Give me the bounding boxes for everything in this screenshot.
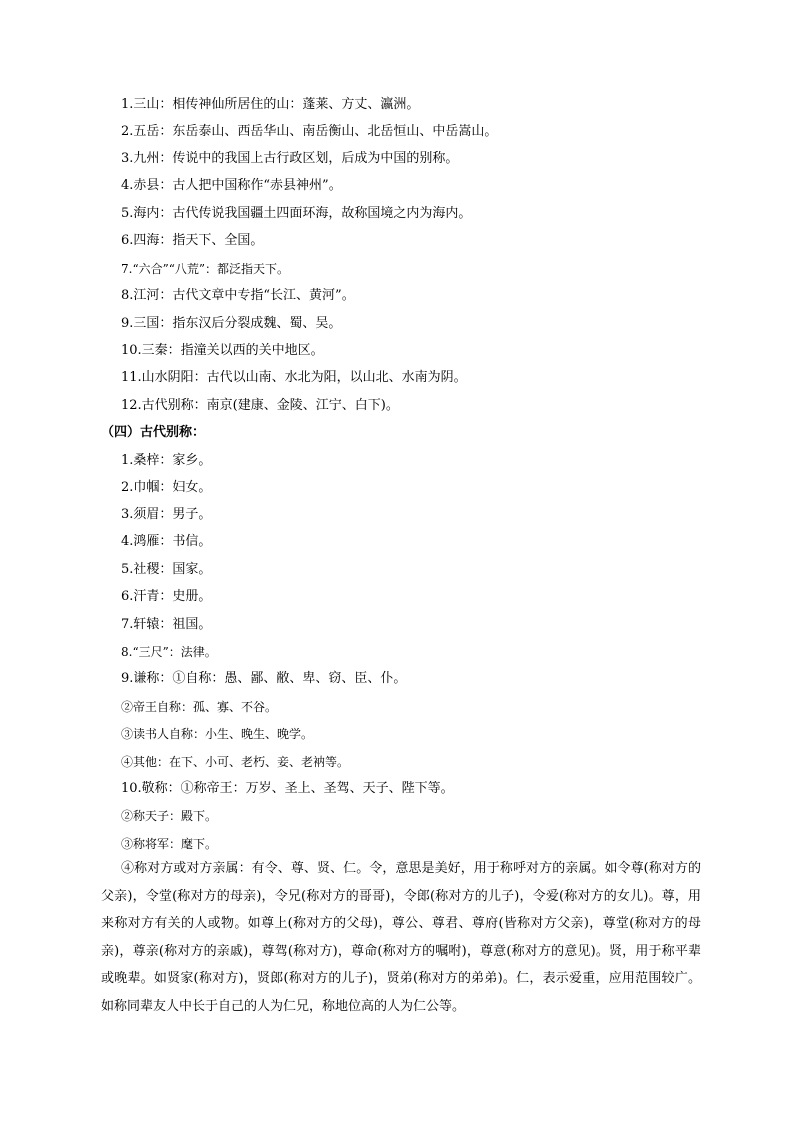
list-item: 9.谦称：①自称：愚、鄙、敝、卑、窃、臣、仆。: [121, 671, 407, 686]
list-item: 9.三国：指东汉后分裂成魏、蜀、吴。: [121, 316, 342, 331]
list-item: 2.五岳：东岳泰山、西岳华山、南岳衡山、北岳恒山、中岳嵩山。: [121, 124, 498, 139]
list-item: 5.社稷：国家。: [121, 562, 212, 577]
list-item: 12.古代别称：南京(建康、金陵、江宁、白下)。: [121, 398, 399, 413]
list-item: 6.汗青：史册。: [121, 589, 212, 604]
list-item: ②帝王自称：孤、寡、不谷。: [121, 700, 278, 714]
list-item: ③读书人自称：小生、晚生、晚学。: [121, 727, 314, 741]
list-item: ②称天子：殿下。: [121, 809, 218, 823]
list-item: 5.海内：古代传说我国疆土四面环海，故称国境之内为海内。: [121, 206, 472, 221]
list-item: 11.山水阴阳：古代以山南、水北为阳，以山北、水南为阴。: [121, 370, 467, 385]
list-item: 1.桑梓：家乡。: [121, 453, 212, 468]
list-item: 8.江河：古代文章中专指“长江、黄河”。: [121, 288, 355, 303]
list-item: 4.鸿雁：书信。: [121, 534, 212, 549]
list-item: ③称将军：麾下。: [121, 837, 218, 851]
list-item: ④其他：在下、小可、老朽、妾、老衲等。: [121, 755, 350, 769]
list-item: 10.三秦：指潼关以西的关中地区。: [121, 343, 324, 358]
list-item: 4.赤县：古人把中国称作“赤县神州”。: [121, 178, 342, 193]
list-item: 7.轩辕：祖国。: [121, 617, 212, 632]
list-item: 3.须眉：男子。: [121, 507, 212, 522]
list-item: 1.三山：相传神仙所居住的山：蓬莱、方丈、瀛洲。: [121, 97, 420, 112]
list-item: 7.“六合”“八荒”：都泛指天下。: [121, 262, 289, 276]
list-item: 8.“三尺”：法律。: [121, 645, 217, 659]
list-item: 3.九州：传说中的我国上古行政区划，后成为中国的别称。: [121, 151, 459, 166]
section-heading: （四）古代别称：: [101, 425, 206, 440]
honorifics-paragraph: ④称对方或对方亲属：有令、尊、贤、仁。令，意思是美好，用于称呼对方的亲属。如令尊(称对方的父亲)，令堂(称对方的母亲)，令兄(称对方的哥哥)，令郎(称对方的儿子)，令爱(称对方的女儿)。尊，用来称对方有关的人或物。如尊上(称对方的父母)，尊公、尊君、尊府(皆称对方父亲)，尊堂(称对方的母亲)，尊亲(称对方的亲戚)，尊驾(称对方)，尊命(称对方的嘱咐)，尊意(称对方的意见)。贤，用于称平辈或晚辈。如贤家(称对方)，贤郎(称对方的儿子)，贤弟(称对方的弟弟)。仁，表示爱重，应用范围较广。如称同辈友人中长于自己的人为仁兄，称地位高的人为仁公等。: [101, 861, 701, 1014]
list-item: 6.四海：指天下、全国。: [121, 233, 264, 248]
list-item: 2.巾帼：妇女。: [121, 480, 212, 495]
list-item: 10.敬称：①称帝王：万岁、圣上、圣驾、天子、陛下等。: [121, 781, 454, 796]
